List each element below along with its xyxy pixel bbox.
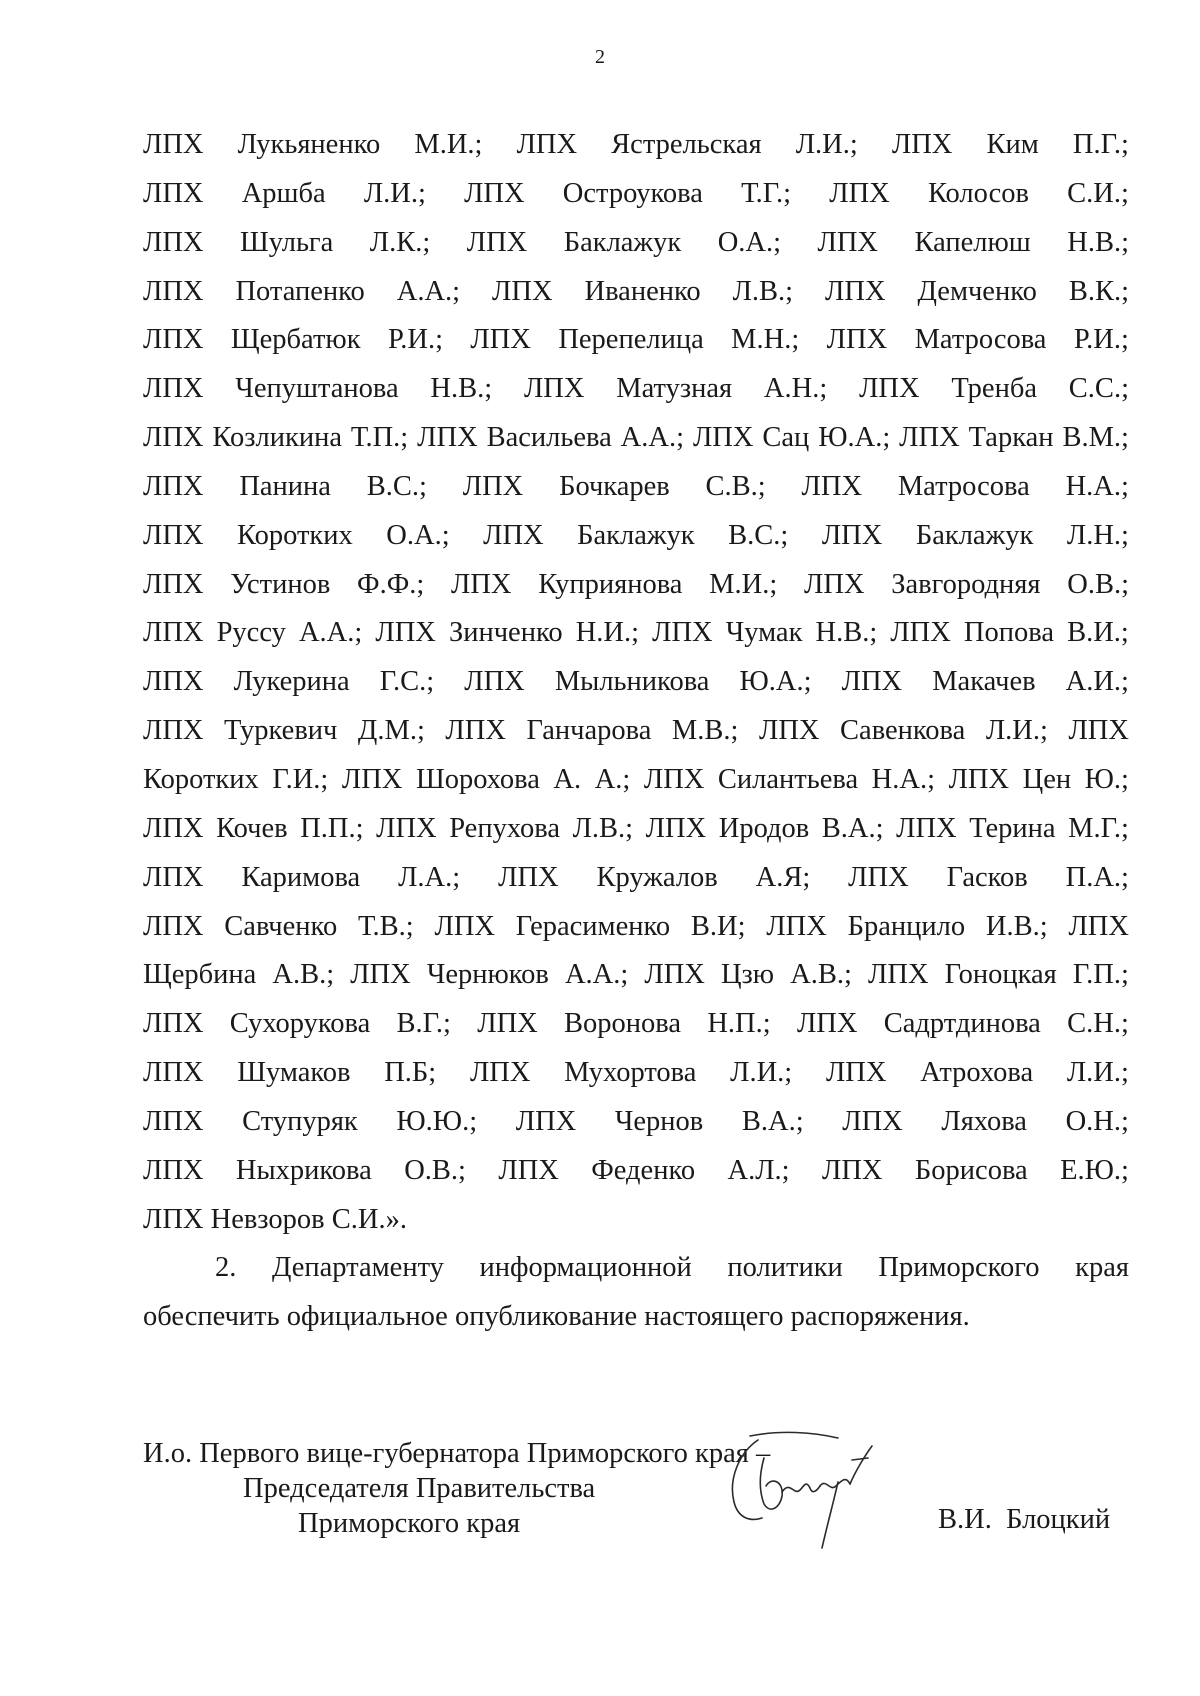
word: А.В.; bbox=[790, 959, 852, 991]
word: А.А.; bbox=[564, 959, 629, 991]
word: ЛПХ bbox=[1068, 910, 1129, 942]
word: О.В.; bbox=[1067, 568, 1129, 600]
word: ЛПХ bbox=[341, 763, 403, 795]
word: Л.И.; bbox=[363, 177, 426, 209]
word: ЛПХ bbox=[143, 568, 204, 600]
signatory-position bbox=[143, 1436, 770, 1541]
word: ЛПХ bbox=[143, 226, 204, 258]
paragraph-2-line-1 bbox=[143, 1244, 1129, 1293]
handwritten-signature bbox=[720, 1400, 920, 1560]
word: Шумаков bbox=[237, 1057, 351, 1089]
signatory-position-line-2: Председателя Правительства bbox=[243, 1473, 596, 1504]
word: ЛПХ bbox=[462, 470, 524, 502]
word: Потапенко bbox=[235, 275, 365, 307]
word: ЛПХ bbox=[469, 1057, 531, 1089]
word: Бочкарев bbox=[559, 470, 670, 502]
word: Бранцило bbox=[847, 910, 966, 942]
word: Завгородняя bbox=[891, 568, 1041, 600]
word: Чернов bbox=[614, 1105, 704, 1137]
word: Щербатюк bbox=[230, 324, 361, 356]
word: ЛПХ bbox=[143, 715, 204, 747]
word: Иродов bbox=[718, 812, 810, 844]
word: Капелюш bbox=[914, 226, 1031, 258]
word: Н.П.; bbox=[707, 1008, 771, 1040]
word: ЛПХ bbox=[825, 275, 886, 307]
word: ЛПХ bbox=[143, 422, 204, 454]
word: ЛПХ bbox=[825, 1057, 887, 1089]
signer-name: В.И. Блоцкий bbox=[938, 1504, 1111, 1535]
word: Ю.А.; bbox=[818, 422, 891, 454]
word: Попова bbox=[963, 617, 1054, 649]
word: ЛПХ bbox=[143, 324, 204, 356]
word: ЛПХ bbox=[143, 1008, 204, 1040]
word: ЛПХ bbox=[645, 812, 707, 844]
word: Коротких bbox=[143, 763, 259, 795]
word: ЛПХ bbox=[948, 763, 1010, 795]
word: ЛПХ bbox=[643, 763, 705, 795]
signatory-position-line-1: И.о. Первого вице-губернатора Приморского края – bbox=[143, 1438, 771, 1469]
word: ЛПХ bbox=[801, 470, 863, 502]
word: Гоноцкая bbox=[944, 959, 1057, 991]
word: Перепелица bbox=[558, 324, 704, 356]
word: ЛПХ bbox=[492, 275, 553, 307]
word: Ястрельская bbox=[611, 129, 762, 160]
word: Т.Г.; bbox=[741, 177, 792, 209]
word: Гасков bbox=[946, 861, 1028, 893]
word: ЛПХ bbox=[375, 617, 436, 649]
word: Ю.; bbox=[1084, 763, 1129, 795]
word: Департаменту bbox=[271, 1252, 444, 1284]
text-line bbox=[143, 268, 1129, 317]
word: ЛПХ bbox=[143, 1105, 204, 1137]
word: ЛПХ bbox=[829, 177, 890, 209]
word: ЛПХ bbox=[417, 422, 478, 454]
word: Репухова bbox=[449, 812, 560, 844]
word: ЛПХ bbox=[143, 1154, 204, 1186]
word: Ким bbox=[986, 129, 1039, 160]
word: Л.И.; bbox=[1066, 1057, 1129, 1089]
word: В.Г.; bbox=[396, 1008, 451, 1040]
word: Лукьяненко bbox=[237, 129, 381, 160]
word: Ю.А.; bbox=[739, 666, 812, 698]
text-line bbox=[143, 805, 1129, 854]
word: ЛПХ bbox=[841, 666, 903, 698]
word: ЛПХ bbox=[143, 617, 204, 649]
word: ЛПХ bbox=[796, 1008, 858, 1040]
word: края bbox=[1075, 1252, 1129, 1284]
word: ЛПХ bbox=[848, 861, 909, 893]
word: ЛПХ bbox=[470, 324, 531, 356]
word: П.Г.; bbox=[1072, 129, 1129, 160]
word: ЛПХ bbox=[822, 1154, 883, 1186]
text-line bbox=[143, 1049, 1129, 1098]
word: Ступуряк bbox=[242, 1105, 358, 1137]
word: ЛПХ bbox=[1068, 715, 1129, 747]
word: С.И.; bbox=[1067, 177, 1129, 209]
word: Матросова bbox=[914, 324, 1047, 356]
word: Тренба bbox=[951, 373, 1037, 405]
word: Феденко bbox=[591, 1154, 696, 1186]
word: О.А.; bbox=[717, 226, 782, 258]
word: ЛПХ bbox=[143, 177, 204, 209]
word: А.А.; bbox=[620, 422, 685, 454]
word: Зинченко bbox=[448, 617, 563, 649]
word: Ныхрикова bbox=[235, 1154, 372, 1186]
word: Мыльникова bbox=[554, 666, 710, 698]
word: Л.А.; bbox=[398, 861, 461, 893]
text-line bbox=[143, 365, 1129, 414]
word: Мухортова bbox=[564, 1057, 697, 1089]
word: В.И; bbox=[690, 910, 746, 942]
word: Н.И.; bbox=[575, 617, 640, 649]
word: Лукерина bbox=[233, 666, 350, 698]
text-line bbox=[143, 414, 1129, 463]
word: Демченко bbox=[917, 275, 1037, 307]
word: Л.И.; bbox=[730, 1057, 793, 1089]
word: Коротких bbox=[237, 519, 353, 551]
word: Д.М.; bbox=[357, 715, 425, 747]
word: ЛПХ bbox=[143, 910, 204, 942]
word: Остроукова bbox=[562, 177, 703, 209]
word: ЛПХ bbox=[498, 1154, 559, 1186]
word: Садртдинова bbox=[883, 1008, 1041, 1040]
text-line bbox=[143, 121, 1129, 170]
word: В.К.; bbox=[1068, 275, 1129, 307]
word: Чепуштанова bbox=[235, 373, 399, 405]
word: Ф.Ф.; bbox=[357, 568, 425, 600]
text-line bbox=[143, 854, 1129, 903]
word: Е.Ю.; bbox=[1060, 1154, 1129, 1186]
word: ЛПХ bbox=[652, 617, 713, 649]
word: Чернюков bbox=[426, 959, 549, 991]
word: ЛПХ bbox=[376, 812, 437, 844]
word: М.И.; bbox=[414, 129, 483, 160]
word: ЛПХ bbox=[434, 910, 495, 942]
word: Борисова bbox=[914, 1154, 1028, 1186]
word: Н.А.; bbox=[871, 763, 936, 795]
word: Матросова bbox=[897, 470, 1030, 502]
word: Атрохова bbox=[920, 1057, 1034, 1089]
text-line-last: ЛПХ Невзоров С.И.». bbox=[143, 1203, 407, 1235]
word: Васильева bbox=[486, 422, 612, 454]
word: Н.В.; bbox=[815, 617, 878, 649]
text-line bbox=[143, 609, 1129, 658]
word: ЛПХ bbox=[896, 812, 957, 844]
word: Ганчарова bbox=[526, 715, 652, 747]
text-line bbox=[143, 463, 1129, 512]
word: Баклажук bbox=[563, 226, 682, 258]
word: А.В.; bbox=[272, 959, 335, 991]
text-line bbox=[143, 756, 1129, 805]
word: ЛПХ bbox=[143, 470, 204, 502]
word: Л.И.; bbox=[985, 715, 1048, 747]
word: А. bbox=[553, 763, 582, 795]
word: Туркевич bbox=[224, 715, 338, 747]
word: Сухорукова bbox=[229, 1008, 371, 1040]
word: А.И.; bbox=[1065, 666, 1129, 698]
word: В.А.; bbox=[741, 1105, 804, 1137]
word: А.Я; bbox=[755, 861, 811, 893]
word: В.С.; bbox=[728, 519, 789, 551]
word: И.В.; bbox=[985, 910, 1048, 942]
word: П.П.; bbox=[300, 812, 364, 844]
word: Аршба bbox=[241, 177, 326, 209]
word: ЛПХ bbox=[450, 568, 512, 600]
word: Герасименко bbox=[515, 910, 671, 942]
word: М.Г.; bbox=[1068, 812, 1129, 844]
word: ЛПХ bbox=[842, 1105, 903, 1137]
word: Савенкова bbox=[840, 715, 966, 747]
text-line bbox=[143, 316, 1129, 365]
word: ЛПХ bbox=[143, 129, 204, 160]
word: А.А.; bbox=[298, 617, 363, 649]
text-line bbox=[143, 707, 1129, 756]
word: Шорохова bbox=[415, 763, 540, 795]
word: ЛПХ bbox=[826, 324, 888, 356]
word: ЛПХ bbox=[143, 275, 204, 307]
word: информационной bbox=[479, 1252, 692, 1284]
word: Н.В.; bbox=[1067, 226, 1129, 258]
word: Каримова bbox=[241, 861, 361, 893]
signatory-position-line-3: Приморского края bbox=[298, 1508, 521, 1539]
text-line bbox=[143, 512, 1129, 561]
word: Л.К.; bbox=[369, 226, 431, 258]
word: С.В.; bbox=[705, 470, 766, 502]
word: В.М.; bbox=[1062, 422, 1129, 454]
word: ЛПХ bbox=[143, 666, 204, 698]
text-line bbox=[143, 951, 1129, 1000]
word: ЛПХ bbox=[143, 373, 204, 405]
word: ЛПХ bbox=[143, 861, 204, 893]
page-number: 2 bbox=[595, 46, 605, 68]
word: Панина bbox=[239, 470, 331, 502]
word: О.В.; bbox=[404, 1154, 466, 1186]
word: М.Н.; bbox=[731, 324, 800, 356]
word: ЛПХ bbox=[466, 226, 528, 258]
word: Баклажук bbox=[577, 519, 695, 551]
word: Н.В.; bbox=[430, 373, 493, 405]
word: ЛПХ bbox=[644, 959, 705, 991]
word: Матузная bbox=[616, 373, 733, 405]
word: ЛПХ bbox=[143, 519, 204, 551]
word: ЛПХ bbox=[868, 959, 929, 991]
word: ЛПХ bbox=[821, 519, 883, 551]
word: Таркан bbox=[968, 422, 1054, 454]
word: ЛПХ bbox=[350, 959, 411, 991]
word: Л.В.; bbox=[732, 275, 794, 307]
word: А.А.; bbox=[396, 275, 461, 307]
word: Терина bbox=[969, 812, 1056, 844]
text-line bbox=[143, 561, 1129, 610]
word: В.С.; bbox=[366, 470, 427, 502]
word: 2. bbox=[215, 1252, 237, 1284]
word: ЛПХ bbox=[143, 1057, 204, 1089]
word: ЛПХ bbox=[804, 568, 865, 600]
word: Л.Н.; bbox=[1066, 519, 1129, 551]
word: Г.С.; bbox=[379, 666, 435, 698]
text-line bbox=[143, 1098, 1129, 1147]
text-line bbox=[143, 903, 1129, 952]
word: ЛПХ bbox=[483, 519, 544, 551]
word: Л.В.; bbox=[572, 812, 634, 844]
text-line bbox=[143, 658, 1129, 707]
word: П.А.; bbox=[1065, 861, 1129, 893]
word: Руссу bbox=[216, 617, 286, 649]
word: Р.И.; bbox=[1073, 324, 1129, 356]
word: ЛПХ bbox=[692, 422, 754, 454]
word: Устинов bbox=[230, 568, 331, 600]
document-body bbox=[143, 121, 1129, 1342]
word: Г.П.; bbox=[1072, 959, 1129, 991]
word: Сац bbox=[762, 422, 810, 454]
word: Г.И.; bbox=[272, 763, 329, 795]
word: П.Б; bbox=[384, 1057, 437, 1089]
word: ЛПХ bbox=[899, 422, 960, 454]
word: Ю.Ю.; bbox=[396, 1105, 478, 1137]
word: Макачев bbox=[932, 666, 1036, 698]
word: ЛПХ bbox=[445, 715, 506, 747]
paragraph-2-line-2: обеспечить официальное опубликование настоящего распоряжения. bbox=[143, 1301, 970, 1333]
word: Савченко bbox=[224, 910, 338, 942]
word: О.Н.; bbox=[1065, 1105, 1129, 1137]
word: А.; bbox=[594, 763, 631, 795]
word: Колосов bbox=[927, 177, 1029, 209]
word: М.В.; bbox=[671, 715, 739, 747]
word: Силантьева bbox=[717, 763, 859, 795]
word: Воронова bbox=[564, 1008, 682, 1040]
word: Кружалов bbox=[596, 861, 718, 893]
word: ЛПХ bbox=[515, 1105, 577, 1137]
word: Куприянова bbox=[538, 568, 683, 600]
word: ЛПХ bbox=[464, 177, 525, 209]
word: В.А.; bbox=[821, 812, 884, 844]
word: Н.А.; bbox=[1065, 470, 1129, 502]
word: ЛПХ bbox=[464, 666, 525, 698]
word: Козликина bbox=[212, 422, 342, 454]
word: Баклажук bbox=[915, 519, 1034, 551]
word: ЛПХ bbox=[523, 373, 585, 405]
text-line bbox=[143, 170, 1129, 219]
word: Т.В.; bbox=[357, 910, 414, 942]
word: ЛПХ bbox=[143, 812, 204, 844]
word: Цен bbox=[1022, 763, 1072, 795]
word: ЛПХ bbox=[890, 617, 951, 649]
word: А.Н.; bbox=[763, 373, 828, 405]
word: ЛПХ bbox=[859, 373, 920, 405]
word: Р.И.; bbox=[387, 324, 444, 356]
word: политики bbox=[727, 1252, 843, 1284]
text-line bbox=[143, 219, 1129, 268]
word: ЛПХ bbox=[766, 910, 827, 942]
word: Цзю bbox=[720, 959, 775, 991]
word: Л.И.; bbox=[795, 129, 858, 160]
text-line bbox=[143, 1000, 1129, 1049]
word: Иваненко bbox=[584, 275, 701, 307]
word: А.Л.; bbox=[727, 1154, 790, 1186]
word: Ляхова bbox=[941, 1105, 1027, 1137]
word: М.И.; bbox=[709, 568, 778, 600]
word: С.С.; bbox=[1068, 373, 1129, 405]
word: ЛПХ bbox=[817, 226, 879, 258]
word: В.И.; bbox=[1067, 617, 1129, 649]
word: Чумак bbox=[725, 617, 803, 649]
word: С.Н.; bbox=[1067, 1008, 1129, 1040]
word: ЛПХ bbox=[516, 129, 578, 160]
word: О.А.; bbox=[386, 519, 450, 551]
word: Приморского bbox=[878, 1252, 1040, 1284]
word: ЛПХ bbox=[891, 129, 953, 160]
text-line bbox=[143, 1147, 1129, 1196]
word: ЛПХ bbox=[498, 861, 559, 893]
word: Кочев bbox=[216, 812, 288, 844]
word: Т.П.; bbox=[350, 422, 409, 454]
word: Шульга bbox=[239, 226, 334, 258]
word: ЛПХ bbox=[758, 715, 820, 747]
word: Щербина bbox=[143, 959, 257, 991]
word: ЛПХ bbox=[477, 1008, 538, 1040]
